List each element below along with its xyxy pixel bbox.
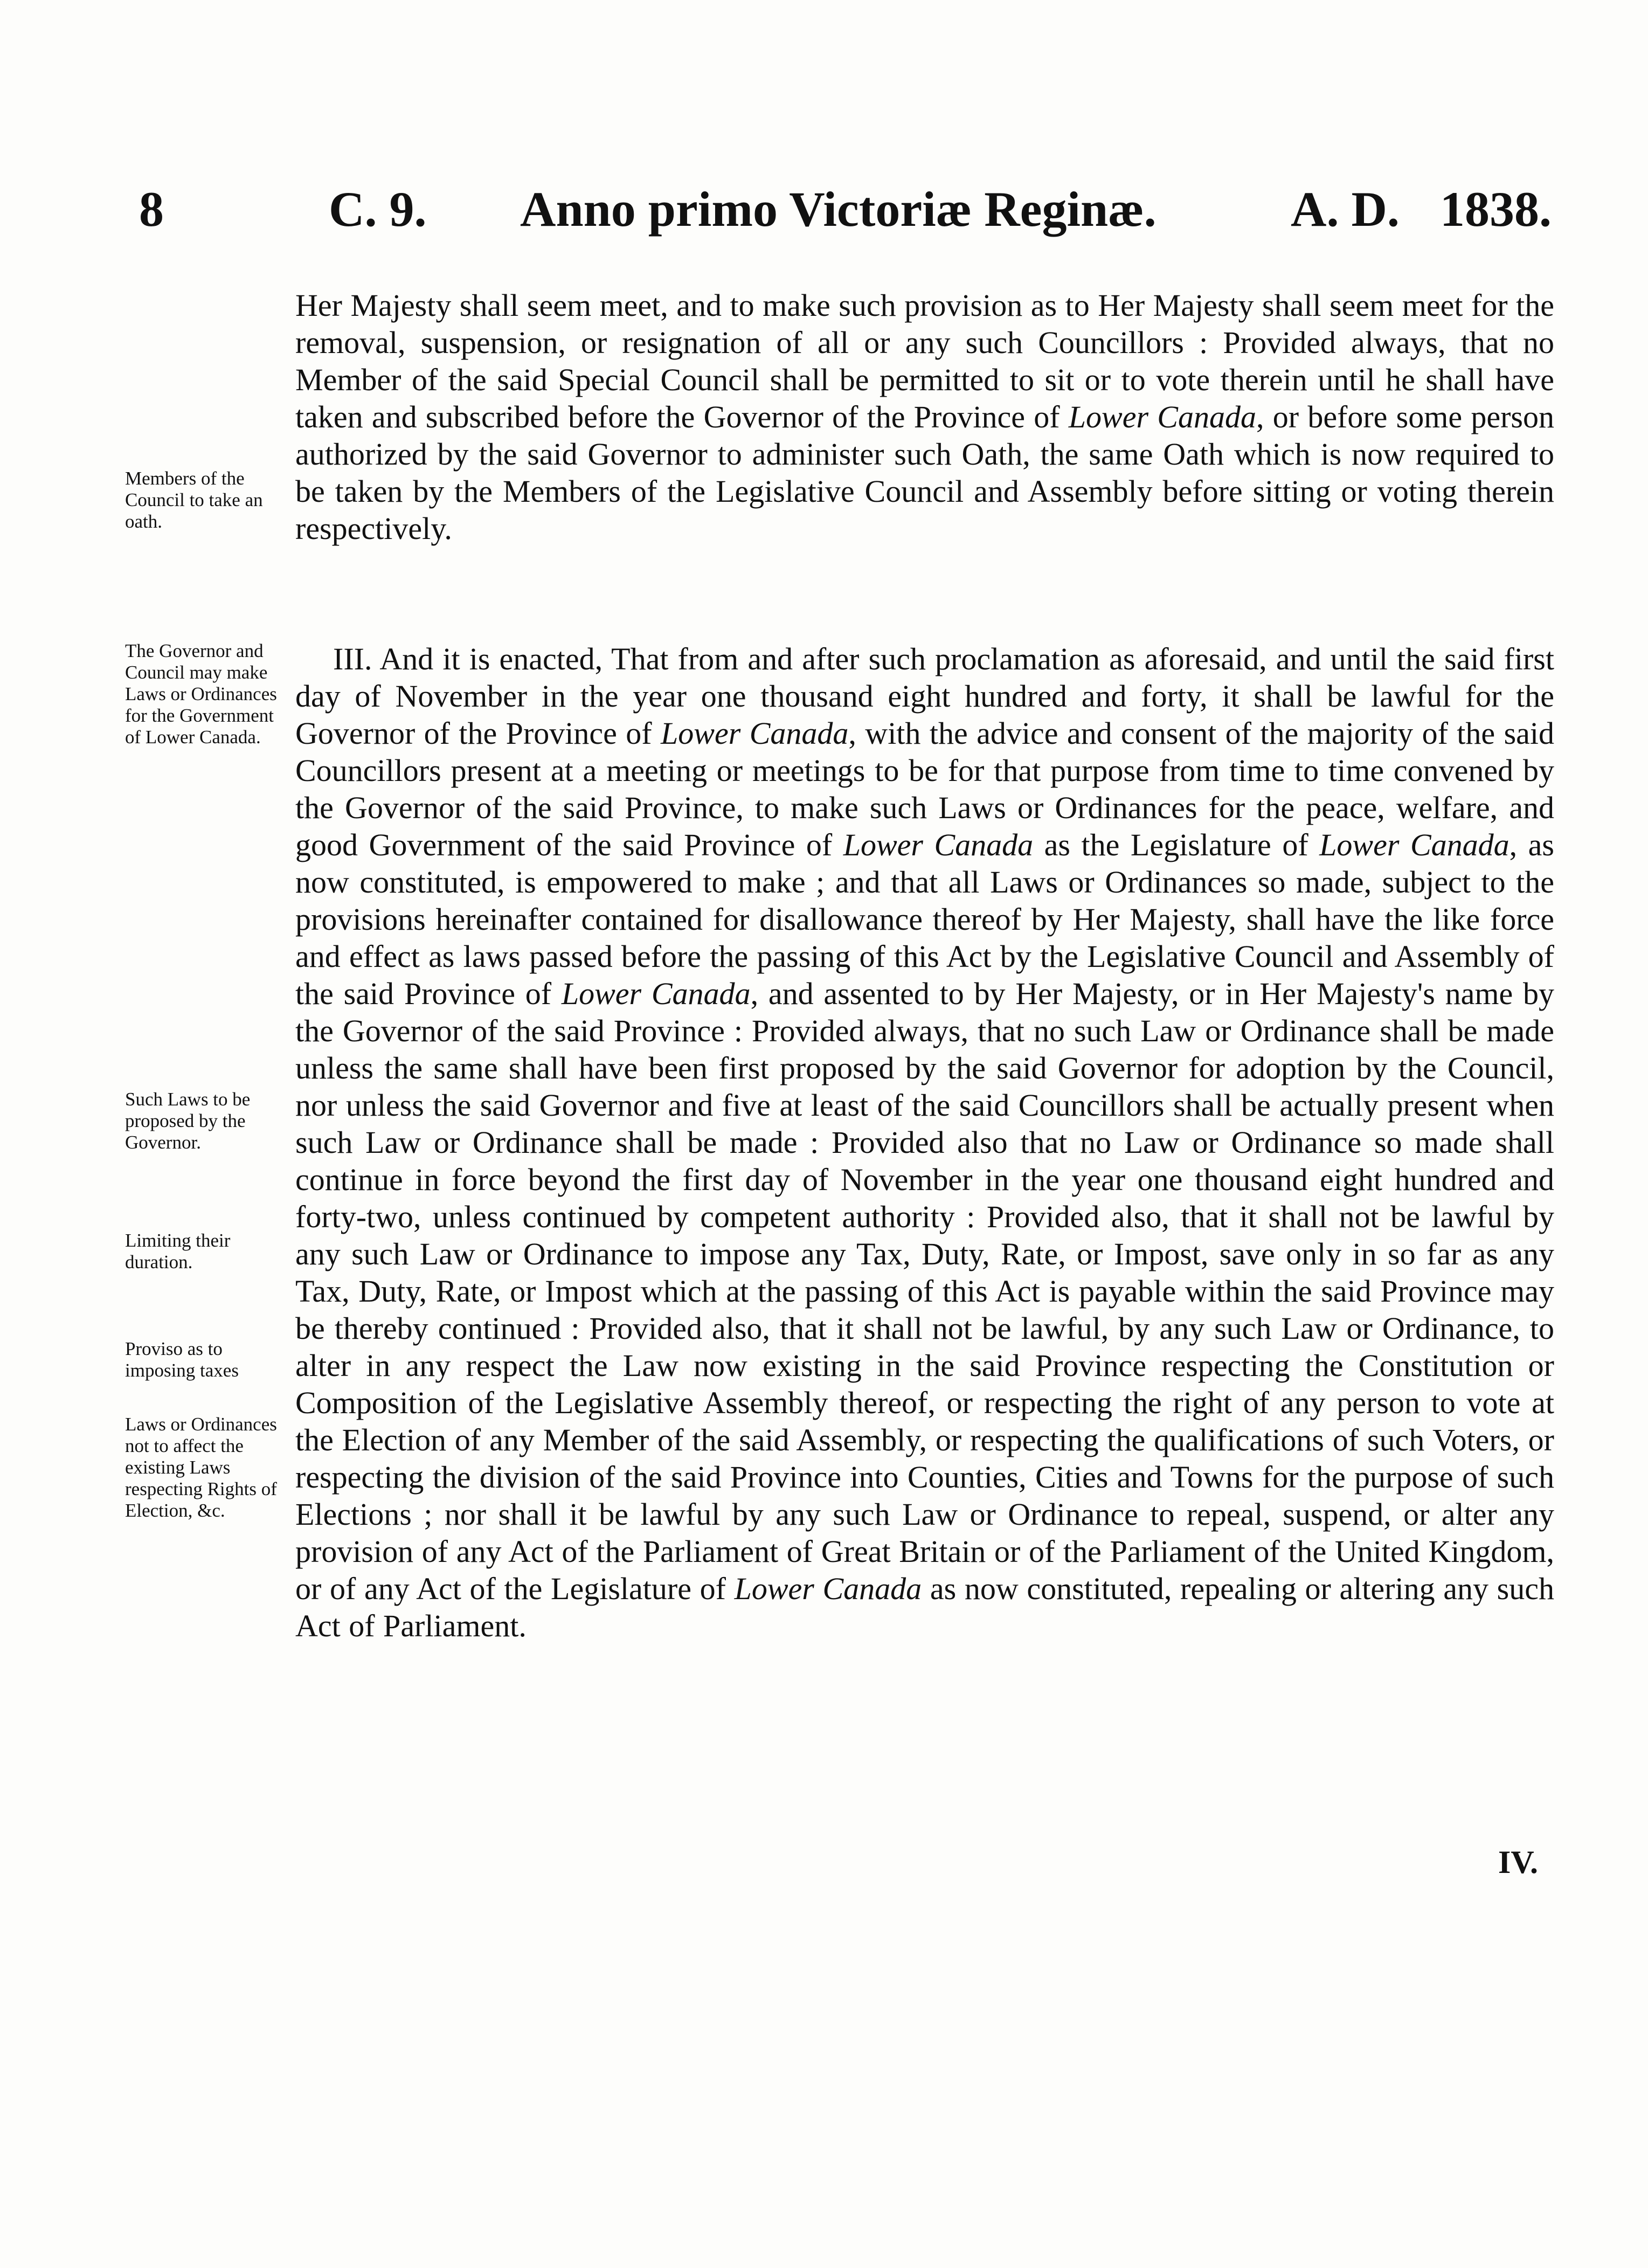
running-header [0, 171, 1648, 247]
italic-place-name: Lower Canada [734, 1571, 922, 1606]
text-run: , as now constituted, is empowered to make ; and that all Laws or Ordinances so made, subject to the provisions hereinafter contained for disallowance thereof by Her Majesty, shall have the like force and effect as laws passed before the passing of this Act by the Legislative Council and Assembly of the said Province of [295, 827, 1554, 1011]
catchword: IV. [1498, 1844, 1538, 1880]
header-year: 1838. [1440, 182, 1552, 237]
marginal-note-election-rights: Laws or Ordinances not to affect the existing Laws respecting Rights of Election, &c. [125, 1414, 277, 1521]
marginal-note-laws-proposed: Such Laws to be proposed by the Governor. [125, 1089, 251, 1153]
marginal-note-oath: Members of the Council to take an oath. [125, 468, 263, 532]
marginal-note-duration: Limiting their duration. [125, 1230, 231, 1273]
text-run: , and assented to by Her Majesty, or in Her Majesty's name by the Governor of the said Province : Provided always, that no such Law or Ordinance shall be made unless the same shall have been first proposed by the said Governor for adoption by the Council, nor unless the said Governor and five at least of the said Councillors shall be actually present when such Law or Ordinance shall be made : Provided also that no Law or Ordinance so made shall continue in force beyond the first day of November in the year one thousand eight hundred and forty-two, unless continued by competent authority : Provided also, that it shall not be lawful by any such Law or Ordinance to impose any Tax, Duty, Rate, or Impost, save only in so far as any Tax, Duty, Rate, or Impost which at the passing of this Act is payable within the said Province may be thereby continued : Provided also, that it shall not be lawful, by any such Law or Ordinance, to alter in any respect the Law now existing in the said Province respecting the Constitution or Composition of the Legislative Assembly thereof, or respecting the right of any person to vote at the Election of any Member of the said Assembly, or respecting the qualifications of such Voters, or respecting the division of the said Province into Counties, Cities and Towns for the purpose of such Elections ; nor shall it be lawful by any such Law or Ordinance to repeal, suspend, or alter any provision of any Act of the Parliament of Great Britain or of the Parliament of the United Kingdom, or of any Act of the Legislature of [295, 976, 1554, 1606]
italic-place-name: Lower Canada [843, 827, 1034, 862]
text-run: as now constituted, repealing or altering any such Act of Parliament. [295, 1571, 1554, 1643]
body-text-block-1 [295, 287, 1554, 547]
marginal-note-governor-council: The Governor and Council may make Laws or Ordinances for the Government of Lower Canada. [125, 640, 277, 748]
header-anno-domini: A. D. [1291, 182, 1400, 237]
text-run: , or before some person authorized by the said Governor to administer such Oath, the same Oath which is now required to be taken by the Members of the Legislative Council and Assembly before sitting or voting therein respectively. [295, 399, 1554, 546]
italic-place-name: Lower Canada [1068, 399, 1256, 434]
text-run: III. And it is enacted, That from and after such proclamation as aforesaid, and until the said first day of November in the year one thousand eight hundred and forty, it shall be lawful for the Governor of the Province of [295, 641, 1554, 751]
italic-place-name: Lower Canada [1319, 827, 1509, 862]
marginal-note-taxes: Proviso as to imposing taxes [125, 1338, 239, 1381]
paragraph-continuation [295, 287, 1554, 547]
text-run: Her Majesty shall seem meet, and to make such provision as to Her Majesty shall seem meet for the removal, suspension, or resignation of all or any such Councillors : Provided always, that no Member of the said Special Council shall be permitted to sit or to vote therein until he shall have taken and subscribed before the Governor of the Province of [295, 288, 1554, 434]
chapter-number: C. 9. [329, 182, 427, 237]
section-three-paragraph [295, 640, 1554, 1644]
text-run: , with the advice and consent of the majority of the said Councillors present at a meeting or meetings to be for that purpose from time to time convened by the Governor of the said Province, to make such Laws or Ordinances for the peace, welfare, and good Government of the said Province of [295, 716, 1554, 862]
body-text-block-2 [295, 640, 1554, 1644]
header-title: Anno primo Victoriæ Reginæ. [520, 182, 1157, 237]
italic-place-name: Lower Canada [561, 976, 751, 1011]
page-number: 8 [139, 182, 164, 237]
italic-place-name: Lower Canada [661, 716, 849, 751]
text-run: as the Legislature of [1033, 827, 1320, 862]
